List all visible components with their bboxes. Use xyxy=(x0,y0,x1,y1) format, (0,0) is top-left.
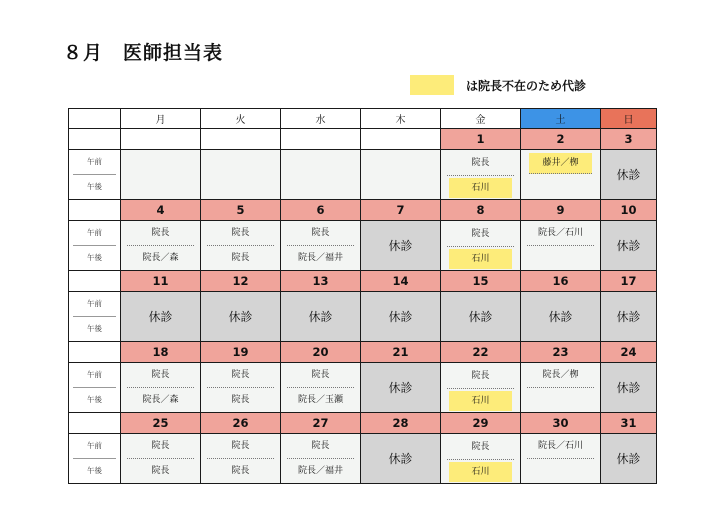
pm-doctor: 院長 xyxy=(231,466,250,476)
date-cell: 26 xyxy=(201,413,281,434)
closed-cell: 休診 xyxy=(121,292,201,342)
am-doctor: 院長／石川 xyxy=(527,434,594,459)
date-cell: 19 xyxy=(201,342,281,363)
slot-label-cell xyxy=(69,150,121,200)
pm-doctor: 院長 xyxy=(231,395,250,405)
pm-doctor: 院長／福井 xyxy=(297,466,343,476)
am-doctor: 院長 xyxy=(447,435,514,460)
date-cell: 1 xyxy=(441,129,521,150)
am-doctor: 藤井／栁 xyxy=(529,153,592,174)
doctor-cell xyxy=(201,434,281,484)
empty-cell xyxy=(121,150,201,200)
date-cell: 3 xyxy=(601,129,657,150)
pm-doctor: 院長／森 xyxy=(142,395,179,405)
am-doctor: 院長 xyxy=(447,364,514,389)
date-cell xyxy=(281,129,361,150)
closed-cell: 休診 xyxy=(361,434,441,484)
date-cell: 5 xyxy=(201,200,281,221)
am-label: 午前 xyxy=(73,363,116,388)
pm-doctor xyxy=(521,246,600,270)
date-cell: 28 xyxy=(361,413,441,434)
closed-cell: 休診 xyxy=(601,221,657,271)
closed-cell: 休診 xyxy=(361,292,441,342)
date-cell: 30 xyxy=(521,413,601,434)
date-cell: 14 xyxy=(361,271,441,292)
doctor-cell xyxy=(281,363,361,413)
date-cell: 7 xyxy=(361,200,441,221)
date-cell xyxy=(361,129,441,150)
date-cell: 15 xyxy=(441,271,521,292)
pm-doctor: 石川 xyxy=(449,249,512,269)
corner-cell xyxy=(69,109,121,129)
pm-doctor: 院長／玉瀬 xyxy=(297,395,343,405)
weekday-fri: 金 xyxy=(441,109,521,129)
am-doctor: 院長 xyxy=(287,363,354,388)
am-label: 午前 xyxy=(73,221,116,246)
pm-label: 午後 xyxy=(87,395,102,404)
weekday-header-row xyxy=(69,109,657,129)
date-cell: 21 xyxy=(361,342,441,363)
closed-cell: 休診 xyxy=(201,292,281,342)
date-cell: 11 xyxy=(121,271,201,292)
date-cell: 27 xyxy=(281,413,361,434)
pm-label: 午後 xyxy=(87,324,102,333)
closed-cell: 休診 xyxy=(601,434,657,484)
pm-doctor: 石川 xyxy=(449,391,512,411)
closed-cell: 休診 xyxy=(281,292,361,342)
doctor-cell xyxy=(441,363,521,413)
am-doctor: 院長 xyxy=(207,363,274,388)
weekday-wed: 水 xyxy=(281,109,361,129)
am-doctor: 院長 xyxy=(287,434,354,459)
am-doctor: 院長 xyxy=(127,221,194,246)
doctor-cell xyxy=(201,221,281,271)
weekday-thu: 木 xyxy=(361,109,441,129)
date-cell: 31 xyxy=(601,413,657,434)
legend-swatch xyxy=(410,75,454,95)
am-doctor: 院長 xyxy=(287,221,354,246)
doctor-cell xyxy=(441,434,521,484)
date-cell: 10 xyxy=(601,200,657,221)
doctor-cell xyxy=(441,150,521,200)
date-cell: 6 xyxy=(281,200,361,221)
pm-doctor: 院長 xyxy=(231,253,250,263)
doctor-cell xyxy=(521,363,601,413)
empty-cell xyxy=(281,150,361,200)
doctor-cell xyxy=(121,221,201,271)
pm-label: 午後 xyxy=(87,466,102,475)
empty-cell xyxy=(361,150,441,200)
doctor-cell xyxy=(281,434,361,484)
date-row xyxy=(69,129,657,150)
weekday-mon: 月 xyxy=(121,109,201,129)
slot-label-cell xyxy=(69,221,121,271)
pm-doctor xyxy=(521,388,600,412)
empty-cell xyxy=(201,150,281,200)
weekday-tue: 火 xyxy=(201,109,281,129)
am-doctor: 院長／栁 xyxy=(527,363,594,388)
doctor-cell xyxy=(521,434,601,484)
doctor-cell xyxy=(281,221,361,271)
date-row-label xyxy=(69,413,121,434)
am-label: 午前 xyxy=(73,434,116,459)
date-row-label xyxy=(69,271,121,292)
closed-cell: 休診 xyxy=(441,292,521,342)
date-cell: 29 xyxy=(441,413,521,434)
pm-doctor xyxy=(521,174,600,198)
pm-label: 午後 xyxy=(87,253,102,262)
date-cell: 23 xyxy=(521,342,601,363)
slot-label-cell xyxy=(69,434,121,484)
date-cell xyxy=(121,129,201,150)
slot-label-cell xyxy=(69,292,121,342)
am-doctor: 院長／石川 xyxy=(527,221,594,246)
am-doctor: 院長 xyxy=(127,363,194,388)
page-title: ８月 医師担当表 xyxy=(63,42,224,64)
am-doctor: 院長 xyxy=(447,151,514,176)
schedule-row xyxy=(69,434,657,484)
date-cell: 9 xyxy=(521,200,601,221)
closed-cell: 休診 xyxy=(601,150,657,200)
closed-cell: 休診 xyxy=(601,292,657,342)
date-cell: 4 xyxy=(121,200,201,221)
date-cell: 13 xyxy=(281,271,361,292)
date-cell: 18 xyxy=(121,342,201,363)
weekday-sun: 日 xyxy=(601,109,657,129)
date-row-label xyxy=(69,129,121,150)
doctor-cell xyxy=(201,363,281,413)
closed-cell: 休診 xyxy=(361,221,441,271)
pm-doctor: 院長 xyxy=(151,466,170,476)
date-cell: 22 xyxy=(441,342,521,363)
date-cell: 16 xyxy=(521,271,601,292)
date-cell: 25 xyxy=(121,413,201,434)
schedule-row xyxy=(69,150,657,200)
pm-doctor: 院長／福井 xyxy=(297,253,343,263)
doctor-cell xyxy=(121,363,201,413)
schedule-table xyxy=(68,108,657,484)
pm-doctor: 石川 xyxy=(449,462,512,482)
doctor-cell xyxy=(441,221,521,271)
schedule-row xyxy=(69,363,657,413)
schedule-row xyxy=(69,221,657,271)
doctor-cell xyxy=(121,434,201,484)
date-cell: 24 xyxy=(601,342,657,363)
doctor-cell xyxy=(521,221,601,271)
am-doctor: 院長 xyxy=(207,434,274,459)
date-row xyxy=(69,271,657,292)
date-cell xyxy=(201,129,281,150)
date-cell: 17 xyxy=(601,271,657,292)
pm-doctor: 石川 xyxy=(449,178,512,198)
weekday-sat: 土 xyxy=(521,109,601,129)
date-cell: 2 xyxy=(521,129,601,150)
closed-cell: 休診 xyxy=(601,363,657,413)
schedule-row xyxy=(69,292,657,342)
am-label: 午前 xyxy=(73,150,116,175)
date-cell: 12 xyxy=(201,271,281,292)
slot-label-cell xyxy=(69,363,121,413)
date-cell: 8 xyxy=(441,200,521,221)
am-doctor: 院長 xyxy=(447,222,514,247)
am-label: 午前 xyxy=(73,292,116,317)
am-doctor: 院長 xyxy=(127,434,194,459)
date-row-label xyxy=(69,200,121,221)
am-doctor: 院長 xyxy=(207,221,274,246)
date-row xyxy=(69,413,657,434)
legend xyxy=(410,75,586,95)
closed-cell: 休診 xyxy=(521,292,601,342)
pm-doctor xyxy=(521,459,600,483)
pm-label: 午後 xyxy=(87,182,102,191)
closed-cell: 休診 xyxy=(361,363,441,413)
pm-doctor: 院長／森 xyxy=(142,253,179,263)
date-row xyxy=(69,342,657,363)
date-row xyxy=(69,200,657,221)
date-row-label xyxy=(69,342,121,363)
legend-text: は院長不在のため代診 xyxy=(466,78,587,93)
doctor-cell xyxy=(521,150,601,200)
date-cell: 20 xyxy=(281,342,361,363)
